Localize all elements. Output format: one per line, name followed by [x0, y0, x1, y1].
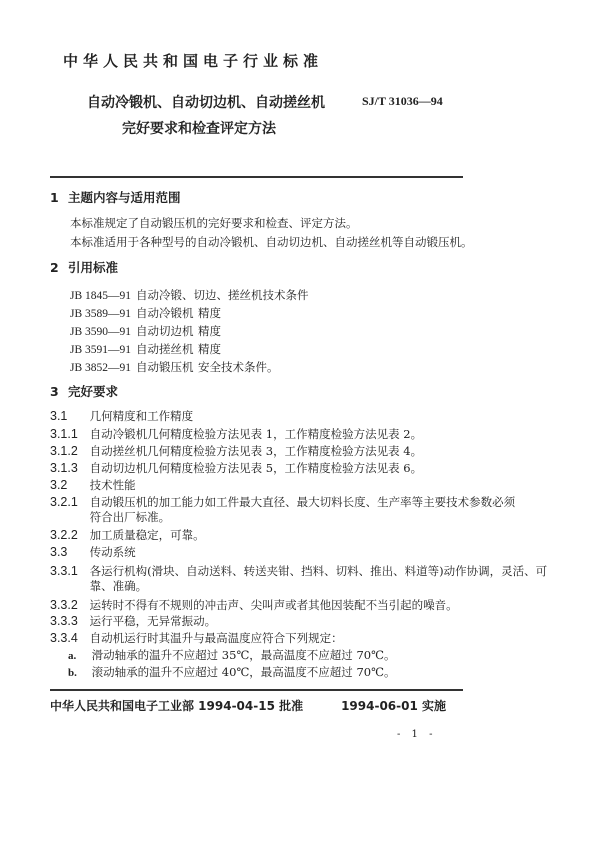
clause-item — [50, 512, 170, 524]
clause-number: 3.3.2 — [50, 598, 78, 612]
paragraph: 本标准规定了自动锻压机的完好要求和检查、评定方法。 — [70, 216, 358, 230]
clause-number: 3.3 — [50, 545, 68, 559]
clause-text: 运行平稳，无异常振动。 — [89, 614, 217, 628]
clause-item — [50, 462, 422, 475]
clause-text: 自动切边机几何精度检验方法见表 5，工作精度检验方法见表 6。 — [89, 461, 423, 475]
reference-code: JB 3852—91 — [70, 362, 132, 374]
section-title: 完好要求 — [68, 384, 119, 399]
clause-text: 运转时不得有不规则的冲击声、尖叫声或者其他因装配不当引起的噪音。 — [89, 598, 458, 612]
reference-extra: 精度 — [198, 324, 221, 338]
clause-item — [50, 565, 547, 578]
clause-text: 自动搓丝机几何精度检验方法见表 3，工作精度检验方法见表 4。 — [89, 444, 423, 458]
clause-text: 自动冷锻机几何精度检验方法见表 1，工作精度检验方法见表 2。 — [89, 427, 423, 441]
clause-text: 滑动轴承的温升不应超过 35℃，最高温度不应超过 70℃。 — [91, 648, 396, 662]
standard-code: SJ/T 31036—94 — [362, 94, 443, 108]
clause-text: 自动机运行时其温升与最高温度应符合下列规定： — [89, 631, 343, 645]
clause-number: 3.1.1 — [50, 427, 78, 441]
reference-code: JB 3591—91 — [70, 344, 132, 356]
clause-item — [50, 479, 136, 492]
issuing-body-header: 中华人民共和国电子行业标准 — [63, 52, 324, 70]
title-line-1: 自动冷锻机、自动切边机、自动搓丝机 — [87, 95, 325, 111]
clause-item — [68, 650, 395, 662]
reference-row — [70, 362, 279, 375]
clause-number: b. — [68, 667, 77, 679]
header-divider — [50, 176, 463, 178]
clause-item — [68, 667, 395, 679]
reference-code: JB 1845—91 — [70, 290, 132, 302]
reference-extra: 安全技术条件。 — [198, 360, 279, 374]
clause-text: 传动系统 — [89, 545, 136, 559]
clause-item — [50, 581, 147, 593]
clause-text: 自动锻压机的加工能力如工件最大直径、最大切料长度、生产率等主要技术参数必须 — [89, 495, 516, 509]
section-1-heading — [50, 192, 181, 205]
clause-item — [50, 529, 205, 542]
clause-item — [50, 496, 515, 509]
clause-number: 3.3.4 — [50, 631, 78, 645]
section-title: 主题内容与适用范围 — [68, 190, 181, 205]
effective-date: 1994-06-01 实施 — [341, 699, 446, 713]
clause-number: 3.1.2 — [50, 444, 78, 458]
clause-item — [50, 632, 343, 645]
reference-name: 自动切边机 — [136, 324, 194, 338]
reference-extra: 精度 — [198, 342, 221, 356]
clause-text: 技术性能 — [89, 478, 136, 492]
clause-item — [50, 410, 193, 423]
clause-number: 3.2 — [50, 478, 68, 492]
clause-item — [50, 445, 422, 458]
page-number: - 1 - — [397, 729, 437, 740]
clause-item — [50, 428, 422, 441]
clause-text: 靠、准确。 — [89, 579, 148, 593]
clause-item — [50, 546, 136, 559]
clause-text: 几何精度和工作精度 — [89, 409, 194, 423]
clause-text: 加工质量稳定，可靠。 — [89, 528, 205, 542]
clause-item — [50, 615, 216, 628]
clause-number: 3.2.2 — [50, 528, 78, 542]
clause-number: 3.2.1 — [50, 495, 78, 509]
footer-divider — [50, 689, 463, 691]
section-number: 2 — [50, 260, 59, 275]
clause-number: 3.3.3 — [50, 614, 78, 628]
title-line-2: 完好要求和检查评定方法 — [122, 121, 276, 137]
section-title: 引用标准 — [68, 260, 119, 275]
reference-name: 自动冷锻机 — [136, 306, 194, 320]
reference-code: JB 3590—91 — [70, 326, 132, 338]
paragraph: 本标准适用于各种型号的自动冷锻机、自动切边机、自动搓丝机等自动锻压机。 — [70, 235, 473, 249]
reference-row — [70, 308, 221, 321]
section-number: 1 — [50, 190, 59, 205]
clause-number: 3.1 — [50, 409, 68, 423]
section-2-heading — [50, 262, 118, 275]
reference-name: 自动锻压机 — [136, 360, 194, 374]
reference-name: 自动搓丝机 — [136, 342, 194, 356]
clause-text: 符合出厂标准。 — [89, 510, 171, 524]
clause-number: 3.3.1 — [50, 564, 78, 578]
reference-row — [70, 288, 309, 303]
reference-name: 自动冷锻、切边、搓丝机技术条件 — [136, 288, 309, 302]
clause-number: 3.1.3 — [50, 461, 78, 475]
clause-text: 滚动轴承的温升不应超过 40℃，最高温度不应超过 70℃。 — [91, 665, 396, 679]
reference-row — [70, 326, 221, 339]
section-3-heading — [50, 386, 118, 399]
section-number: 3 — [50, 384, 59, 399]
clause-item — [50, 599, 458, 612]
approval-info: 中华人民共和国电子工业部 1994-04-15 批准 — [50, 699, 304, 713]
reference-code: JB 3589—91 — [70, 308, 132, 320]
reference-extra: 精度 — [198, 306, 221, 320]
reference-row — [70, 344, 221, 357]
clause-number: a. — [68, 650, 77, 662]
clause-text: 各运行机构(滑块、自动送料、转送夹钳、挡料、切料、推出、料道等)动作协调，灵活、可 — [89, 564, 548, 578]
